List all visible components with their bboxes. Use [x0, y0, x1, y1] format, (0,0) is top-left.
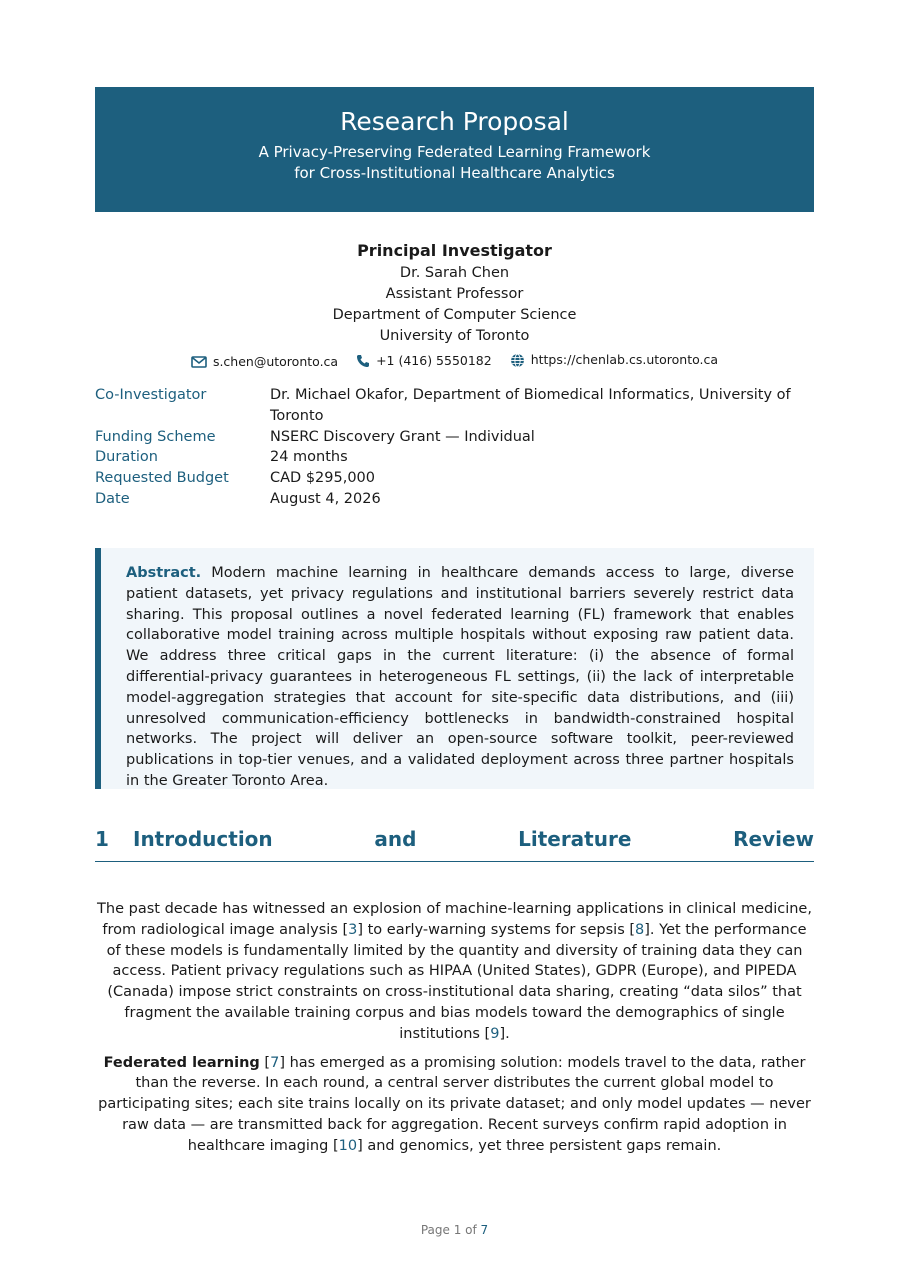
text-run: [	[259, 1054, 271, 1071]
email-link[interactable]: s.chen@utoronto.ca	[212, 353, 339, 369]
text-run: ]. Yet the performance of these models is fundamentally limited by the quantity and diversity of training data they can access. Patient privacy regulations such as HIPAA (United States), GDPR (Europe), and PIPEDA (Canada) impose strict constraints on cross-institutional data sharing, creating “data silos” that fragment the available training corpus and bias models toward the demographics of single institutions [	[106, 921, 807, 1042]
total-pages-link[interactable]: 7	[480, 1223, 489, 1237]
meta-row-date	[95, 489, 814, 510]
citation-link[interactable]: 9	[490, 1025, 500, 1042]
text-run: ] has emerged as a promising solution: models travel to the data, rather than the reverse. In each round, a central server distributes the current global model to participating sites; each site trains locally on its private dataset; and only model updates — never raw data — are transmitted back for aggregation. Recent surveys confirm rapid adoption in healthcare imaging [	[98, 1054, 811, 1154]
section-title	[133, 827, 814, 851]
section-heading	[95, 817, 814, 862]
introduction-body	[95, 899, 814, 1165]
pi-university: University of Toronto	[379, 328, 530, 344]
text-run: The past decade has witnessed an explosion of machine-learning applications in clinical medicine, from radiological image analysis [	[97, 901, 812, 938]
principal-investigator-block	[95, 239, 814, 374]
globe-icon	[510, 353, 525, 368]
bold-term: Federated learning	[103, 1054, 260, 1071]
meta-value: NSERC Discovery Grant — Individual	[270, 428, 535, 445]
citation-link[interactable]: 8	[635, 921, 645, 938]
title-banner	[95, 87, 814, 212]
page-number-prefix: Page 1 of	[420, 1223, 481, 1237]
text-run: ] and genomics, yet three persistent gaps remain.	[357, 1137, 722, 1154]
email-contact[interactable]	[191, 352, 338, 372]
abstract-text: Modern machine learning in healthcare demands access to large, diverse patient datasets, yet privacy regulations and institutional barriers severely restrict data sharing. This proposal outlines a novel federated learning (FL) framework that enables collaborative model training across multiple hospitals without exposing raw patient data. We address three critical gaps in the current literature: (i) the absence of formal differential-privacy guarantees in heterogeneous FL settings, (ii) the lack of interpretable model-aggregation strategies that account for site-specific data distributions, and (iii) unresolved communication-efficiency bottlenecks in bandwidth-constrained hospital networks. The project will deliver an open-source software toolkit, peer-reviewed publications in top-tier venues, and a validated deployment across three partner hospitals in the Greater Toronto Area.	[126, 565, 795, 789]
website-contact[interactable]	[510, 350, 718, 370]
phone-contact[interactable]	[356, 351, 492, 371]
meta-label: Co-Investigator	[95, 387, 207, 403]
abstract-box	[95, 548, 814, 789]
envelope-icon	[191, 356, 207, 368]
document-title: Research Proposal	[340, 107, 569, 136]
website-link[interactable]: https://chenlab.cs.utoronto.ca	[530, 352, 719, 367]
meta-label: Requested Budget	[95, 470, 229, 487]
abstract-label: Abstract.	[126, 565, 202, 581]
meta-label: Duration	[95, 449, 158, 466]
subtitle-line-2: for Cross-Institutional Healthcare Analytics	[294, 164, 615, 182]
contact-line	[95, 350, 814, 374]
phone-icon	[356, 354, 370, 368]
meta-label: Date	[95, 490, 130, 507]
subtitle-line-1: A Privacy-Preserving Federated Learning Framework	[258, 143, 651, 161]
pi-heading: Principal Investigator	[357, 241, 552, 260]
meta-row-co-investigator	[95, 385, 814, 427]
pi-department: Department of Computer Science	[332, 307, 577, 323]
section-number: 1	[95, 827, 109, 851]
citation-link[interactable]: 3	[348, 921, 358, 938]
section-title-word: and	[374, 827, 417, 851]
meta-row-funding-scheme	[95, 427, 814, 448]
proposal-metadata	[95, 385, 814, 510]
paragraph	[95, 1053, 814, 1157]
meta-row-requested-budget	[95, 468, 814, 489]
pi-position: Assistant Professor	[385, 286, 524, 302]
meta-row-duration	[95, 447, 814, 468]
phone-number[interactable]: +1 (416) 5550182	[376, 352, 492, 368]
section-title-word: Introduction	[133, 827, 273, 851]
section-title-word: Review	[733, 827, 814, 851]
meta-value: August 4, 2026	[270, 490, 381, 507]
meta-value: CAD $295,000	[270, 470, 376, 487]
citation-link[interactable]: 10	[338, 1137, 358, 1154]
page-footer	[95, 1223, 814, 1237]
pi-name: Dr. Sarah Chen	[399, 265, 510, 281]
paragraph	[95, 899, 814, 1045]
document-subtitle	[95, 142, 814, 184]
meta-label: Funding Scheme	[95, 428, 216, 445]
text-run: ].	[499, 1025, 510, 1042]
section-title-word: Literature	[518, 827, 632, 851]
meta-value: Dr. Michael Okafor, Department of Biomedical Informatics, University of Toronto	[270, 387, 791, 424]
meta-value: 24 months	[270, 449, 348, 466]
text-run: ] to early-warning systems for sepsis [	[357, 921, 636, 938]
citation-link[interactable]: 7	[270, 1054, 280, 1071]
